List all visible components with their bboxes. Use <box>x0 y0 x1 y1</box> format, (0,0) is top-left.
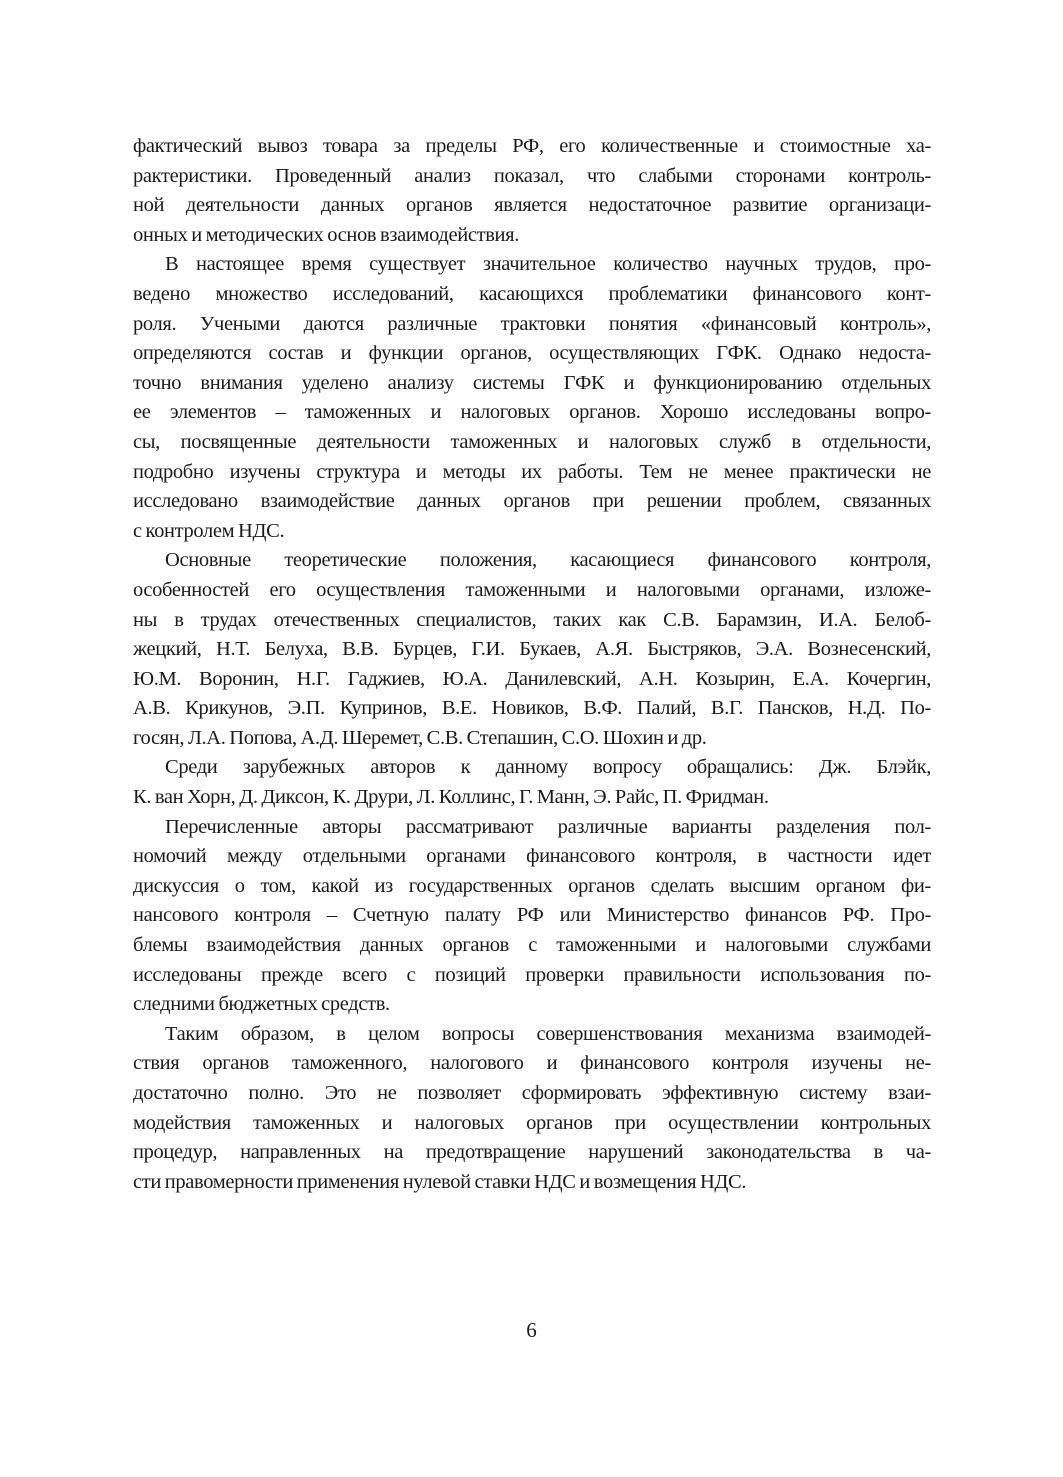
text-line: номочий между отдельными органами финансового контроля, в частности идет <box>133 845 931 868</box>
body-text <box>133 132 931 1197</box>
text-line: онных и методических основ взаимодействия. <box>133 223 520 246</box>
text-line: блемы взаимодействия данных органов с таможенными и налоговыми службами <box>133 934 931 957</box>
text-line: Ю.М. Воронин, Н.Г. Гаджиев, Ю.А. Данилевский, А.Н. Козырин, Е.А. Кочергин, <box>133 667 931 690</box>
text-line: ны в трудах отечественных специалистов, таких как С.В. Барамзин, И.А. Белоб- <box>133 608 931 631</box>
text-line: сти правомерности применения нулевой ставки НДС и возмещения НДС. <box>133 1170 747 1193</box>
text-line: Среди зарубежных авторов к данному вопросу обращались: Дж. Блэйк, <box>165 756 931 779</box>
text-line: Перечисленные авторы рассматривают различные варианты разделения пол- <box>165 815 931 838</box>
text-line: В настоящее время существует значительное количество научных трудов, про- <box>165 253 931 276</box>
text-line: роля. Учеными даются различные трактовки понятия «финансовый контроль», <box>133 312 931 335</box>
text-line: рактеристики. Проведенный анализ показал, что слабыми сторонами контроль- <box>133 164 931 187</box>
text-line: нансового контроля – Счетную палату РФ или Министерство финансов РФ. Про- <box>133 904 931 927</box>
text-line: фактический вывоз товара за пределы РФ, его количественные и стоимостные ха- <box>133 135 931 157</box>
text-line: модействия таможенных и налоговых органов при осуществлении контрольных <box>133 1111 931 1134</box>
text-line: достаточно полно. Это не позволяет сформировать эффективную систему взаи- <box>133 1082 931 1104</box>
text-line: определяются состав и функции органов, осуществляющих ГФК. Однако недоста- <box>133 342 931 365</box>
text-line: процедур, направленных на предотвращение нарушений законодательства в ча- <box>133 1141 931 1164</box>
text-line: госян, Л.А. Попова, А.Д. Шеремет, С.В. Степашин, С.О. Шохин и др. <box>133 726 707 749</box>
text-line: точно внимания уделено анализу системы ГФК и функционированию отдельных <box>133 371 931 394</box>
text-line: ее элементов – таможенных и налоговых органов. Хорошо исследованы вопро- <box>133 401 931 424</box>
text-line: ной деятельности данных органов является недостаточное развитие организаци- <box>133 194 931 217</box>
text-line: жецкий, Н.Т. Белуха, В.В. Бурцев, Г.И. Букаев, А.Я. Быстряков, Э.А. Вознесенский, <box>133 638 931 661</box>
text-line: Основные теоретические положения, касающиеся финансового контроля, <box>165 549 931 572</box>
paragraph <box>133 546 931 753</box>
paragraph <box>133 753 931 812</box>
text-line: особенностей его осуществления таможенными и налоговыми органами, изложе- <box>133 578 931 601</box>
text-line: ствия органов таможенного, налогового и финансового контроля изучены не- <box>133 1052 931 1075</box>
page-number: 6 <box>526 1318 537 1342</box>
text-line: сы, посвященные деятельности таможенных и налоговых служб в отдельности, <box>133 430 931 453</box>
text-line: исследованы прежде всего с позиций проверки правильности использования по- <box>133 963 931 986</box>
text-line: К. ван Хорн, Д. Диксон, К. Друри, Л. Коллинс, Г. Манн, Э. Райс, П. Фридман. <box>133 786 769 809</box>
text-line: с контролем НДС. <box>133 519 285 542</box>
paragraph <box>133 132 931 250</box>
paragraph <box>133 1020 931 1198</box>
paragraph <box>133 250 931 546</box>
text-line: дискуссия о том, какой из государственных органов сделать высшим органом фи- <box>133 874 931 897</box>
text-line: Таким образом, в целом вопросы совершенствования механизма взаимодей- <box>165 1022 931 1045</box>
text-line: следними бюджетных средств. <box>133 993 390 1016</box>
text-line: ведено множество исследований, касающихся проблематики финансового конт- <box>133 282 931 305</box>
paragraph <box>133 813 931 1020</box>
text-line: исследовано взаимодействие данных органов при решении проблем, связанных <box>133 490 931 513</box>
text-line: А.В. Крикунов, Э.П. Купринов, В.Е. Новиков, В.Ф. Палий, В.Г. Пансков, Н.Д. По- <box>133 697 931 720</box>
text-line: подробно изучены структура и методы их работы. Тем не менее практически не <box>133 460 931 483</box>
